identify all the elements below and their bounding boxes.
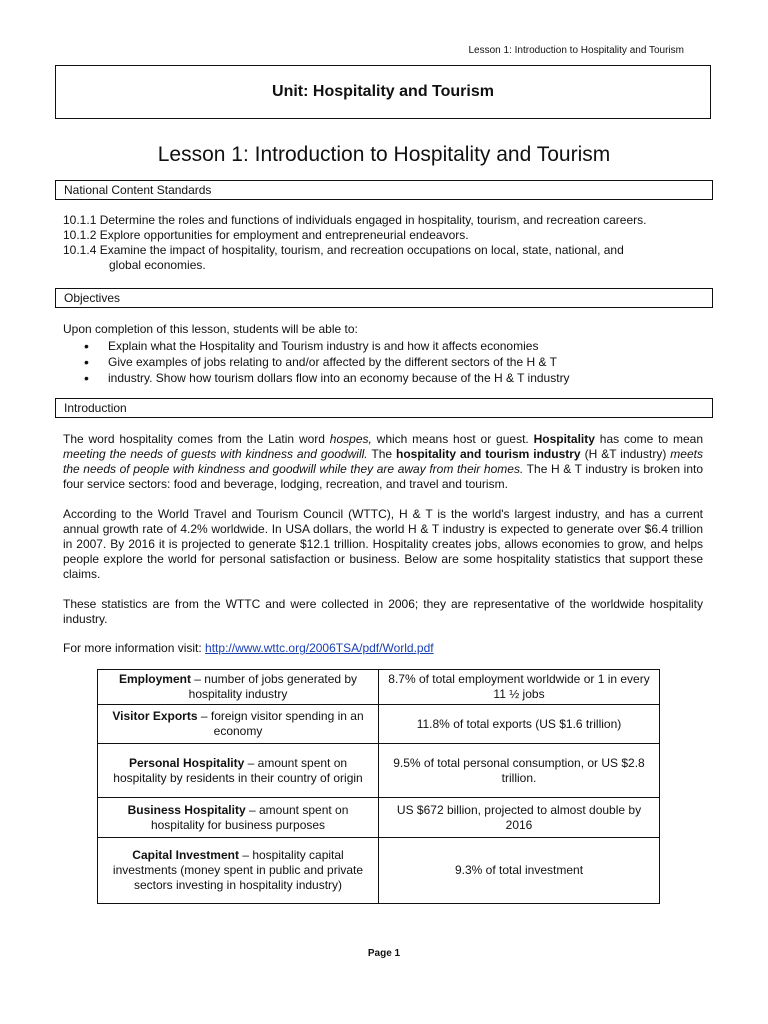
table-cell-term: Employment – number of jobs generated by hospitality industry	[98, 670, 379, 705]
standard-item: 10.1.4 Examine the impact of hospitality, tourism, and recreation occupations on local, state, national, and	[63, 243, 624, 257]
table-cell-value: 11.8% of total exports (US $1.6 trillion)	[379, 705, 660, 744]
standards-list	[63, 213, 705, 273]
table-cell-value: 8.7% of total employment worldwide or 1 in every 11 ½ jobs	[379, 670, 660, 705]
intro-paragraph-1: The word hospitality comes from the Latin word hospes, which means host or guest. Hospitality has come to mean meeting the needs of guests with kindness and goodwill. The hospitality and tourism industry (H &T industry) meets the needs of people with kindness and goodwill while they are away from their homes. The H & T industry is broken into four service sectors: food and beverage, lodging, recreation, and travel and tourism.	[63, 432, 703, 491]
standard-item-continuation: global economies.	[109, 258, 206, 272]
table-row	[98, 744, 660, 798]
unit-title-box	[55, 65, 711, 119]
table-cell-term: Personal Hospitality – amount spent on hospitality by residents in their country of origin	[98, 744, 379, 798]
more-info-line	[63, 641, 434, 655]
wttc-link[interactable]: http://www.wttc.org/2006TSA/pdf/World.pdf	[205, 641, 434, 655]
table-cell-term: Visitor Exports – foreign visitor spending in an economy	[98, 705, 379, 744]
table-row	[98, 670, 660, 705]
running-header: Lesson 1: Introduction to Hospitality and Tourism	[468, 45, 684, 56]
objective-text: Give examples of jobs relating to and/or affected by the different sectors of the H & T	[108, 355, 557, 369]
objectives-list	[80, 338, 700, 386]
table-cell-term: Capital Investment – hospitality capital investments (money spent in public and private sectors investing in hospitality industry)	[98, 838, 379, 904]
statistics-table	[97, 669, 660, 904]
more-info-label: For more information visit:	[63, 641, 206, 655]
table-cell-term: Business Hospitality – amount spent on hospitality for business purposes	[98, 798, 379, 838]
standard-item: 10.1.2 Explore opportunities for employment and entrepreneurial endeavors.	[63, 228, 469, 242]
bullet-icon: •	[84, 338, 89, 354]
table-row	[98, 798, 660, 838]
table-cell-value: US $672 billion, projected to almost double by 2016	[379, 798, 660, 838]
intro-paragraph-3: These statistics are from the WTTC and were collected in 2006; they are representative of the worldwide hospitality industry.	[63, 597, 703, 626]
objectives-heading: Objectives	[55, 288, 713, 308]
objective-text: Explain what the Hospitality and Tourism industry is and how it affects economies	[108, 339, 539, 353]
intro-paragraph-2: According to the World Travel and Tourism Council (WTTC), H & T is the world's largest industry, and has a current annual growth rate of 4.2% worldwide. In USA dollars, the world H & T industry is expected to generate over $6.4 trillion in 2007. By 2016 it is projected to generate $12.1 trillion. Hospitality creates jobs, allows economies to grow, and helps people explore the world for personal satisfaction or business. Below are some hospitality statistics that support these claims.	[63, 507, 703, 581]
objective-item	[80, 338, 700, 354]
table-cell-value: 9.3% of total investment	[379, 838, 660, 904]
table-row	[98, 838, 660, 904]
standard-item: 10.1.1 Determine the roles and functions of individuals engaged in hospitality, tourism, and recreation careers.	[63, 213, 647, 227]
table-row	[98, 705, 660, 744]
unit-title: Unit: Hospitality and Tourism	[272, 83, 494, 100]
table-cell-value: 9.5% of total personal consumption, or US $2.8 trillion.	[379, 744, 660, 798]
bullet-icon: •	[84, 370, 89, 386]
objective-item	[80, 354, 700, 370]
introduction-heading: Introduction	[55, 398, 713, 418]
lesson-title: Lesson 1: Introduction to Hospitality and Tourism	[157, 143, 611, 166]
standards-heading: National Content Standards	[55, 180, 713, 200]
objectives-intro: Upon completion of this lesson, students will be able to:	[63, 322, 358, 336]
page-number: Page 1	[367, 948, 401, 959]
objective-text: industry. Show how tourism dollars flow into an economy because of the H & T industry	[108, 371, 570, 385]
objective-item	[80, 370, 700, 386]
bullet-icon: •	[84, 354, 89, 370]
